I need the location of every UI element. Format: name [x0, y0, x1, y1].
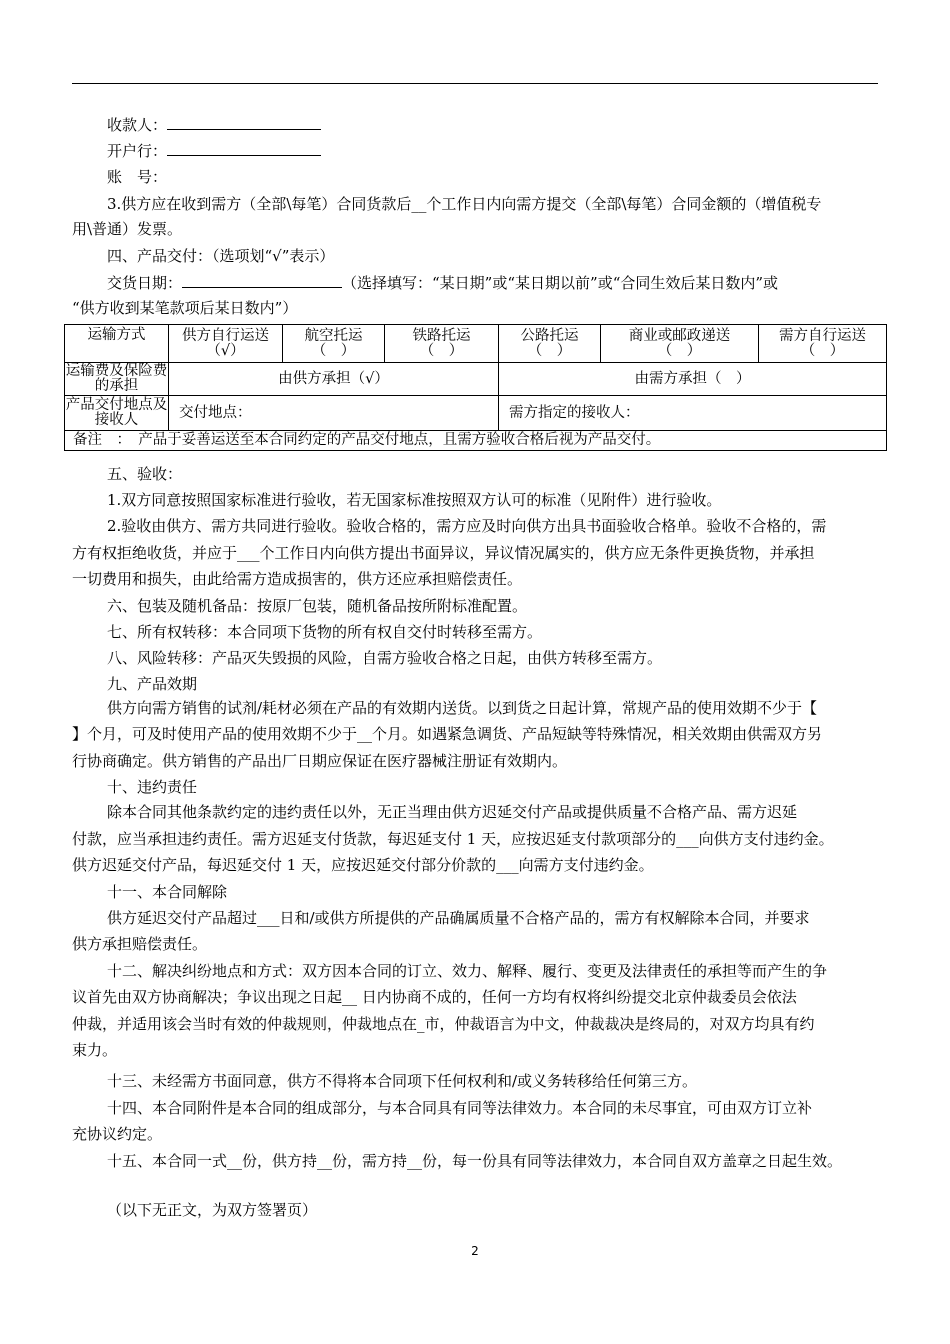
section14-line1: 十四、本合同附件是本合同的组成部分，与本合同具有同等法律效力。本合同的未尽事宜，可由双方订立补: [107, 1099, 813, 1117]
section14-line2: 充协议约定。: [72, 1125, 163, 1143]
delivery-date-note2: “供方收到某笔款项后某日数内”）: [72, 299, 298, 317]
account-label: 账 号：: [107, 168, 168, 186]
delivery-date-line: [107, 273, 778, 293]
note-label: 备注 ：: [73, 432, 124, 448]
section15: 十五、本合同一式__份，供方持__份，需方持__份，每一份具有同等法律效力，本合同自双方盖章之日起生效。: [107, 1152, 843, 1170]
section6: 六、包装及随机备品：按原厂包装，随机备品按所附标准配置。: [107, 597, 528, 615]
clause3-line2: 用\普通）发票。: [72, 220, 183, 238]
section10-line1: 除本合同其他条款约定的违约责任以外，无正当理由供方迟延交付产品或提供质量不合格产品、需方迟延: [107, 803, 798, 821]
section11-line2: 供方承担赔偿责任。: [72, 935, 208, 953]
payee-label: 收款人：: [107, 116, 168, 134]
freight-header: 运输费及保险费的承担: [65, 363, 168, 394]
method-cell[interactable]: 公路托运 （ ）: [499, 325, 601, 363]
section5-p2-line3: 一切费用和损失，由此给需方造成损害的，供方还应承担赔偿责任。: [72, 570, 523, 588]
method-cell[interactable]: 需方自行运送 （ ）: [759, 325, 887, 363]
section4-title: 四、产品交付：（选项划“√”表示）: [107, 247, 335, 265]
payee-line: [107, 115, 321, 135]
method-cell[interactable]: 铁路托运 （ ）: [385, 325, 499, 363]
clause3-line1: 3.供方应在收到需方（全部\每笔）合同货款后__个工作日内向需方提交（全部\每笔）合同金额的（增值税专: [107, 195, 822, 213]
section5-p1: 1.双方同意按照国家标准进行验收，若无国家标准按照双方认可的标准（见附件）进行验收。: [107, 491, 722, 509]
method-cell[interactable]: 商业或邮政递送 （ ）: [601, 325, 759, 363]
section5-p2-line1: 2.验收由供方、需方共同进行验收。验收合格的，需方应及时向供方出具书面验收合格单。验收不合格的，需: [107, 517, 827, 535]
method-cell[interactable]: 航空托运 （ ）: [283, 325, 385, 363]
section7: 七、所有权转移：本合同项下货物的所有权自交付时转移至需方。: [107, 623, 543, 641]
section12-line4: 束力。: [72, 1041, 118, 1059]
bank-label: 开户行：: [107, 142, 168, 160]
delivery-place-field[interactable]: 交付地点：: [169, 396, 499, 431]
ending-note: （以下无正文，为双方签署页）: [107, 1201, 318, 1219]
supplier-bears-option[interactable]: 由供方承担（√）: [169, 363, 499, 396]
page-number: 2: [471, 1244, 479, 1258]
place-header: 产品交付地点及接收人: [65, 396, 169, 431]
section9-title: 九、产品效期: [107, 675, 198, 693]
transport-row: [65, 325, 887, 363]
section8: 八、风险转移：产品灭失毁损的风险，自需方验收合格之日起，由供方转移至需方。: [107, 649, 663, 667]
method-cell[interactable]: 供方自行运送 （√）: [169, 325, 283, 363]
bank-field[interactable]: [167, 141, 321, 156]
transport-header: 运输方式: [65, 325, 169, 363]
section11-line1: 供方延迟交付产品超过___日和/或供方所提供的产品确属质量不合格产品的，需方有权解除本合同，并要求: [107, 909, 810, 927]
header-rule: [72, 83, 878, 84]
payee-field[interactable]: [167, 115, 321, 130]
section10-title: 十、违约责任: [107, 778, 198, 796]
buyer-bears-option[interactable]: 由需方承担（ ）: [499, 363, 887, 396]
section5-title: 五、验收：: [107, 465, 183, 483]
section11-title: 十一、本合同解除: [107, 883, 228, 901]
place-row: [65, 396, 887, 431]
note-row: [65, 431, 887, 451]
section9-line2: 】个月，可及时使用产品的使用效期不少于__个月。如遇紧急调货、产品短缺等特殊情况，相关效期由供需双方另: [72, 725, 823, 743]
freight-row: [65, 363, 887, 396]
table-note: [65, 431, 887, 451]
section5-p2-line2: 方有权拒绝收货，并应于___个工作日内向供方提出书面异议，异议情况属实的，供方应无条件更换货物，并承担: [72, 544, 815, 562]
section9-line3: 行协商确定。供方销售的产品出厂日期应保证在医疗器械注册证有效期内。: [72, 752, 568, 770]
section10-line3: 供方迟延交付产品，每迟延交付 1 天，应按迟延交付部分价款的___向需方支付违约金。: [72, 856, 654, 874]
receiver-field[interactable]: 需方指定的接收人：: [499, 396, 887, 431]
note-text: 产品于妥善运送至本合同约定的产品交付地点，且需方验收合格后视为产品交付。: [138, 432, 661, 448]
bank-line: [107, 141, 321, 161]
delivery-date-label: 交货日期：: [107, 274, 183, 292]
section12-line3: 仲裁，并适用该会当时有效的仲裁规则，仲裁地点在_市，仲裁语言为中文，仲裁裁决是终局的，对双方均具有约: [72, 1015, 815, 1033]
delivery-date-field[interactable]: [182, 273, 342, 288]
section9-line1: 供方向需方销售的试剂/耗材必须在产品的有效期内送货。以到货之日起计算，常规产品的使用效期不少于【: [107, 699, 818, 717]
delivery-table: [64, 324, 887, 451]
delivery-date-note: （选择填写：“某日期”或“某日期以前”或“合同生效后某日数内”或: [342, 274, 779, 292]
section12-line1: 十二、解决纠纷地点和方式：双方因本合同的订立、效力、解释、履行、变更及法律责任的承担等而产生的争: [107, 962, 828, 980]
section12-line2: 议首先由双方协商解决；争议出现之日起__ 日内协商不成的，任何一方均有权将纠纷提交北京仲裁委员会依法: [72, 988, 797, 1006]
section10-line2: 付款，应当承担违约责任。需方迟延支付货款，每迟延支付 1 天，应按迟延支付款项部分的___向供方支付违约金。: [72, 830, 834, 848]
section13: 十三、未经需方书面同意，供方不得将本合同项下任何权利和/或义务转移给任何第三方。: [107, 1072, 698, 1090]
